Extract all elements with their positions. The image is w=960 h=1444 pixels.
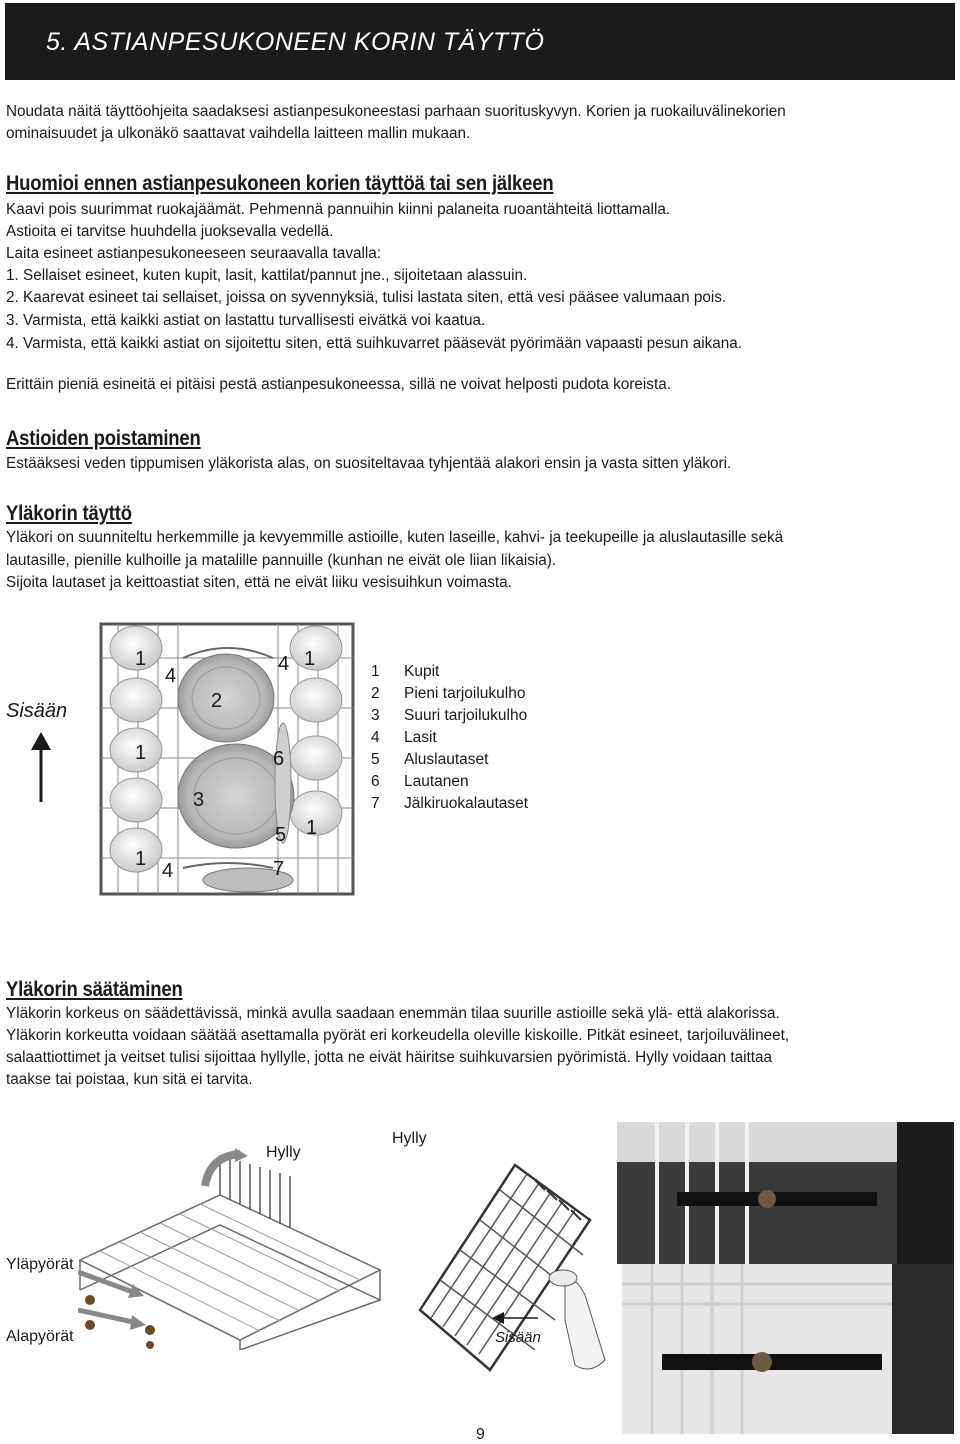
direction-label: Sisään	[6, 700, 68, 722]
paragraph-line: Sijoita lautaset ja keittoastiat siten, että ne eivät liiku vesisuihkun voimasta.	[6, 574, 512, 591]
list-item: 1. Sellaiset esineet, kuten kupit, lasit, kattilat/pannut jne., sijoitetaan alassuin.	[6, 267, 528, 284]
intro-line-1: Noudata näitä täyttöohjeita saadaksesi astianpesukoneestasi parhaan suorituskyvyn. Korien ja ruokailuvälinekorien	[6, 103, 786, 120]
callout-number: 4	[165, 665, 177, 687]
rotate-arrow-icon	[200, 1148, 250, 1188]
callout-number: 2	[211, 690, 223, 712]
paragraph-line: Laita esineet astianpesukoneeseen seuraavalla tavalla:	[6, 245, 382, 262]
callout-number: 1	[306, 817, 318, 839]
callout-number: 4	[278, 653, 290, 675]
legend-number: 5	[371, 751, 380, 768]
paragraph-line: Estääksesi veden tippumisen yläkorista alas, on suositeltavaa tyhjentää alakori ensin ja vasta sitten yläkori.	[6, 455, 732, 472]
heading-upper-basket: Yläkorin täyttö	[6, 501, 132, 525]
callout-number: 3	[193, 789, 205, 811]
callout-number: 1	[135, 648, 147, 670]
list-item: 4. Varmista, että kaikki astiat on sijoitettu siten, että suihkuvarret pääsevät pyörimään vapaasti pesun aikana.	[6, 335, 743, 352]
legend-number: 4	[371, 729, 380, 746]
legend-text: Suuri tarjoilukulho	[404, 707, 528, 724]
callout-number: 1	[135, 848, 147, 870]
list-item: 3. Varmista, että kaikki astiat on lastattu turvallisesti eivätkä voi kaatua.	[6, 312, 486, 329]
legend-number: 6	[371, 773, 380, 790]
paragraph-line: Astioita ei tarvitse huuhdella juoksevalla vedellä.	[6, 223, 334, 240]
intro-line-2: ominaisuudet ja ulkonäkö saattavat vaihdella laitteen mallin mukaan.	[6, 125, 471, 142]
heading-removing: Astioiden poistaminen	[6, 426, 201, 450]
small-items-note: Erittäin pieniä esineitä ei pitäisi pestä astianpesukoneessa, sillä ne voivat helposti pudota koreista.	[6, 376, 671, 393]
heading-before-after: Huomioi ennen astianpesukoneen korien täyttöä tai sen jälkeen	[6, 171, 554, 195]
rail-photo-lower	[622, 1264, 954, 1434]
paragraph-line: Yläkorin korkeutta voidaan säätää asettamalla pyörät eri korkeudella oleville kiskoille. Pitkät esineet, tarjoiluvälineet,	[6, 1027, 790, 1044]
paragraph-line: Kaavi pois suurimmat ruokajäämät. Pehmennä pannuihin kiinni palaneita ruoantähteitä liottamalla.	[6, 201, 671, 218]
paragraph-line: taakse tai poistaa, kun sitä ei tarvita.	[6, 1071, 253, 1088]
legend-text: Jälkiruokalautaset	[404, 795, 529, 812]
shelf-label: Hylly	[392, 1130, 427, 1147]
callout-number: 5	[275, 824, 287, 846]
paragraph-line: salaattiottimet ja veitset tulisi sijoittaa hyllylle, jotta ne eivät häiritse suihkuvarsien pyörimistä. Hylly voidaan taittaa	[6, 1049, 773, 1066]
list-item: 2. Kaarevat esineet tai sellaiset, joissa on syvennyksiä, tulisi lastata siten, että vesi pääsee valumaan pois.	[6, 289, 727, 306]
rail-photo-upper	[617, 1122, 954, 1264]
section-header	[5, 3, 955, 80]
legend-number: 3	[371, 707, 380, 724]
pointer-arrows-icon	[78, 1270, 148, 1340]
legend-text: Lasit	[404, 729, 437, 746]
left-arrow-icon	[492, 1308, 538, 1328]
shelf-illustration	[415, 1160, 610, 1390]
legend-text: Pieni tarjoilukulho	[404, 685, 526, 702]
legend-number: 1	[371, 663, 380, 680]
callout-number: 7	[273, 858, 285, 880]
paragraph-line: Yläkori on suunniteltu herkemmille ja kevyemmille astioille, kuten laseille, kahvi- ja teekupeille ja aluslautasille sekä	[6, 529, 784, 546]
callout-number: 6	[273, 748, 285, 770]
page-number: 9	[476, 1426, 485, 1443]
paragraph-line: Yläkorin korkeus on säädettävissä, minkä avulla saadaan enemmän tilaa suurille astioille sekä ylä- että alakorissa.	[6, 1005, 780, 1022]
shelf-label: Hylly	[266, 1144, 301, 1161]
lower-wheels-label: Alapyörät	[6, 1328, 74, 1345]
section-title: 5. ASTIANPESUKONEEN KORIN TÄYTTÖ	[46, 28, 545, 56]
in-label: Sisään	[495, 1329, 541, 1346]
legend-number: 7	[371, 795, 380, 812]
upper-wheels-label: Yläpyörät	[6, 1256, 74, 1273]
callout-number: 1	[304, 648, 316, 670]
callout-number: 4	[162, 860, 174, 882]
paragraph-line: lautasille, pienille kulhoille ja matalille pannuille (kunhan ne eivät ole liian likaisia).	[6, 552, 557, 569]
legend-text: Kupit	[404, 663, 440, 680]
legend-number: 2	[371, 685, 380, 702]
legend-text: Aluslautaset	[404, 751, 489, 768]
legend-text: Lautanen	[404, 773, 469, 790]
callout-number: 1	[135, 742, 147, 764]
up-arrow-icon	[26, 732, 56, 802]
heading-adjusting: Yläkorin säätäminen	[6, 977, 183, 1001]
